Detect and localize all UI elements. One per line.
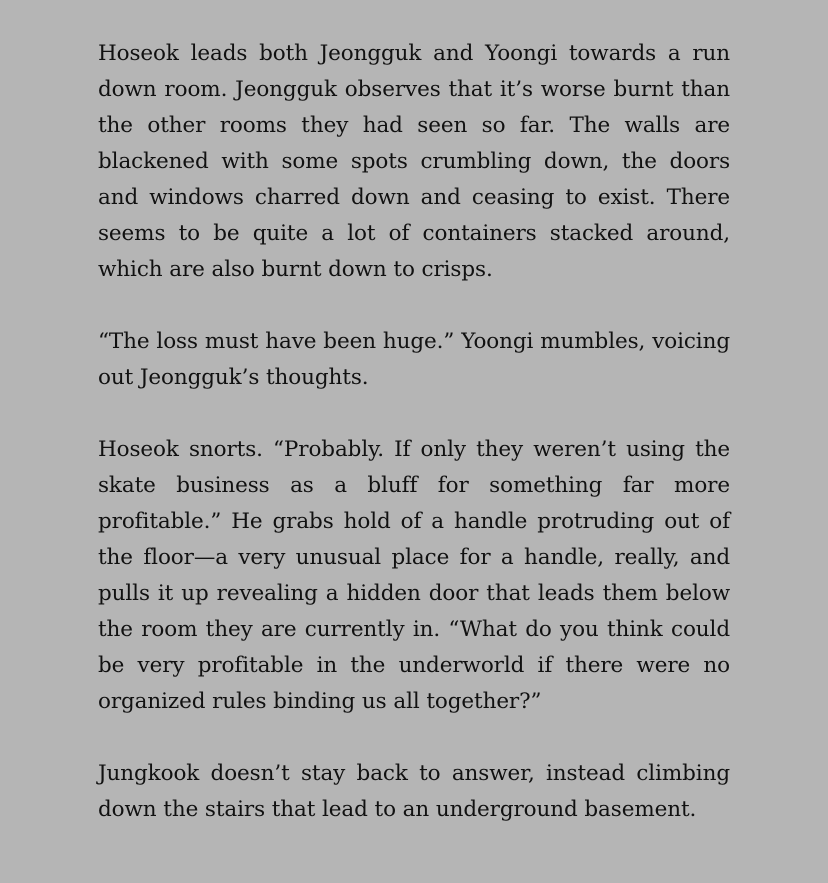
paragraph: “The loss must have been huge.” Yoongi mumbles, voicing out Jeongguk’s thoughts. [98,329,730,390]
paragraph: Hoseok snorts. “Probably. If only they weren’t using the skate business as a bluff for something far more profitable.” He grabs hold of a handle protruding out of the floor—a very unusual place for a handle, really, and pulls it up revealing a hidden door that leads them below the room they are currently in. “What do you think could be very profitable in the underworld if there were no organized rules binding us all together?” [98,437,730,714]
paragraph: Jungkook doesn’t stay back to answer, instead climbing down the stairs that lead to an underground basement. [98,761,730,822]
paragraph: Hoseok leads both Jeongguk and Yoongi towards a run down room. Jeongguk observes that it’s worse burnt than the other rooms they had seen so far. The walls are blackened with some spots crumbling down, the doors and windows charred down and ceasing to exist. There seems to be quite a lot of containers stacked around, which are also burnt down to crisps. [98,41,730,282]
text-column [98,36,730,828]
